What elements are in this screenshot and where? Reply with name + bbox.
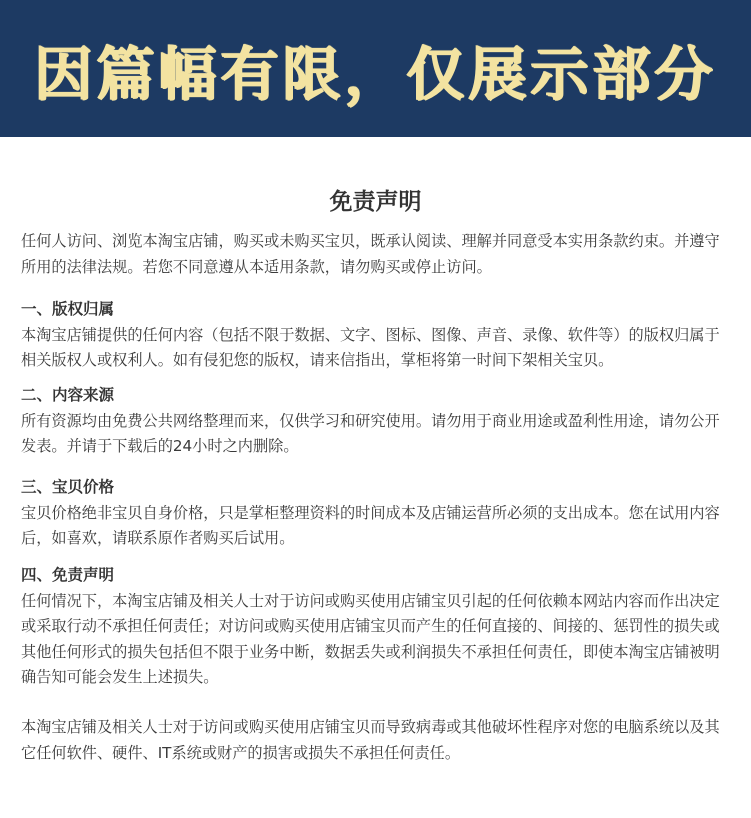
section-content-source: [21, 383, 733, 460]
section-price: [21, 475, 733, 552]
section-body: 本淘宝店铺提供的任何内容（包括不限于数据、文字、图标、图像、声音、录像、软件等）的版权归属于相关版权人或权利人。如有侵犯您的版权，请来信指出，掌柜将第一时间下架相关宝贝。: [21, 325, 720, 369]
section-title: 四、免责声明: [21, 566, 115, 584]
section-body: 宝贝价格绝非宝贝自身价格，只是掌柜整理资料的时间成本及店铺运营所必须的支出成本。您在试用内容后，如喜欢，请联系原作者购买后试用。: [21, 503, 720, 547]
section-copyright: [21, 297, 733, 374]
section-body: 所有资源均由免费公共网络整理而来，仅供学习和研究使用。请勿用于商业用途或盈利性用途，请勿公开发表。并请于下载后的24小时之内删除。: [21, 411, 720, 455]
banner-text: 因篇幅有限，仅展示部分: [34, 39, 717, 108]
document-title: 免责声明: [329, 189, 422, 215]
intro-paragraph: [21, 229, 733, 280]
section-title: 二、内容来源: [21, 386, 115, 404]
section-title: 一、版权归属: [21, 300, 115, 318]
section-title: 三、宝贝价格: [21, 478, 115, 496]
closing-paragraph: [21, 715, 733, 766]
intro-text: 任何人访问、浏览本淘宝店铺，购买或未购买宝贝，既承认阅读、理解并同意受本实用条款约束。并遵守所用的法律法规。若您不同意遵从本适用条款，请勿购买或停止访问。: [21, 232, 720, 276]
header-banner: [0, 0, 751, 137]
closing-text: 本淘宝店铺及相关人士对于访问或购买使用店铺宝贝而导致病毒或其他破坏性程序对您的电脑系统以及其它任何软件、硬件、IT系统或财产的损害或损失不承担任何责任。: [21, 718, 720, 762]
section-body: 任何情况下，本淘宝店铺及相关人士对于访问或购买使用店铺宝贝引起的任何依赖本网站内容而作出决定或采取行动不承担任何责任；对访问或购买使用店铺宝贝而产生的任何直接的、间接的、惩罚性的损失或其他任何形式的损失包括但不限于业务中断，数据丢失或利润损失不承担任何责任，即使本淘宝店铺被明确告知可能会发生上述损失。: [21, 591, 720, 686]
section-disclaimer: [21, 563, 733, 691]
